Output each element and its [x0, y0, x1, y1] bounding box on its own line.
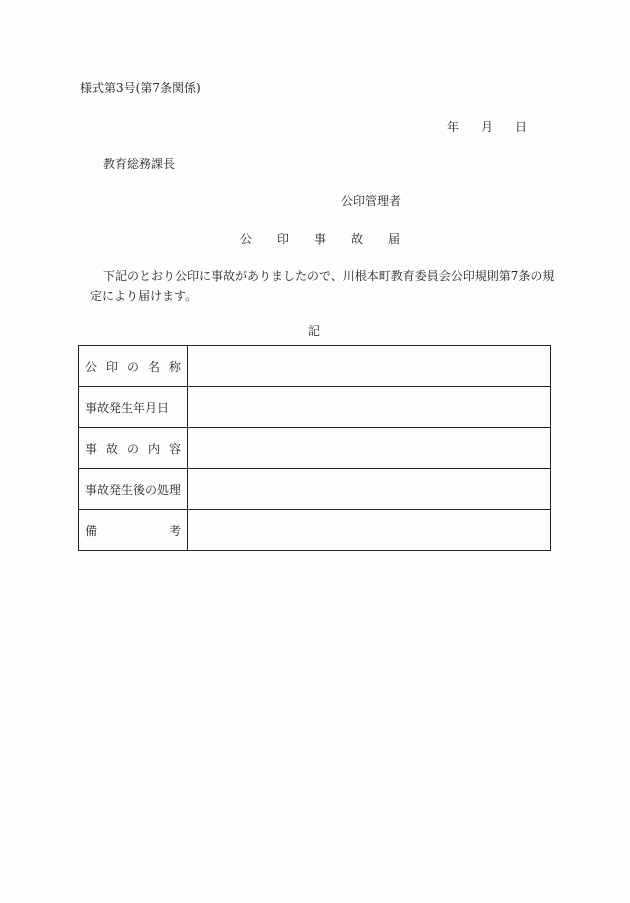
title-char: 事 — [313, 232, 326, 246]
label-char: の — [127, 359, 140, 374]
row-label-remarks — [79, 510, 188, 551]
row-label-incident-details — [79, 428, 188, 469]
title-char: 故 — [350, 232, 363, 246]
label-text: 事故発生年月日 — [85, 400, 170, 415]
sender: 公印管理者 — [341, 194, 402, 208]
date-month-label: 月 — [481, 120, 494, 134]
label-char: 事 — [85, 441, 98, 456]
date-year-label: 年 — [447, 120, 460, 134]
title-char: 印 — [276, 232, 289, 246]
incident-date-field[interactable] — [188, 387, 551, 428]
table-row — [79, 510, 551, 551]
title-char: 届 — [387, 232, 400, 246]
table-row — [79, 428, 551, 469]
label-char: 故 — [106, 441, 119, 456]
row-label-incident-date — [79, 387, 188, 428]
remarks-field[interactable] — [188, 510, 551, 551]
label-char: 印 — [106, 359, 119, 374]
ki-heading: 記 — [308, 324, 321, 338]
label-char: 備 — [85, 523, 98, 538]
row-label-post-incident-handling — [79, 469, 188, 510]
form-number: 様式第3号(第7条関係) — [80, 81, 201, 95]
document-title — [240, 230, 400, 247]
post-incident-handling-field[interactable] — [188, 469, 551, 510]
date-day-label: 日 — [515, 120, 528, 134]
label-char: 容 — [169, 441, 182, 456]
label-char: 名 — [148, 359, 161, 374]
seal-name-field[interactable] — [188, 346, 551, 387]
label-char: 内 — [148, 441, 161, 456]
label-char: の — [127, 441, 140, 456]
addressee: 教育総務課長 — [103, 157, 176, 171]
title-char: 公 — [240, 232, 253, 246]
incident-details-field[interactable] — [188, 428, 551, 469]
table-row — [79, 346, 551, 387]
label-char: 考 — [169, 523, 182, 538]
table-row — [79, 469, 551, 510]
label-char: 称 — [169, 359, 182, 374]
row-label-seal-name — [79, 346, 188, 387]
date-line — [447, 118, 527, 135]
detail-table — [78, 345, 551, 551]
label-text: 事故発生後の処理 — [85, 482, 182, 497]
table-row — [79, 387, 551, 428]
body-paragraph: 下記のとおり公印に事故がありましたので、川根本町教育委員会公印規則第7条の規定により届けます。 — [90, 269, 555, 303]
label-char: 公 — [85, 359, 98, 374]
